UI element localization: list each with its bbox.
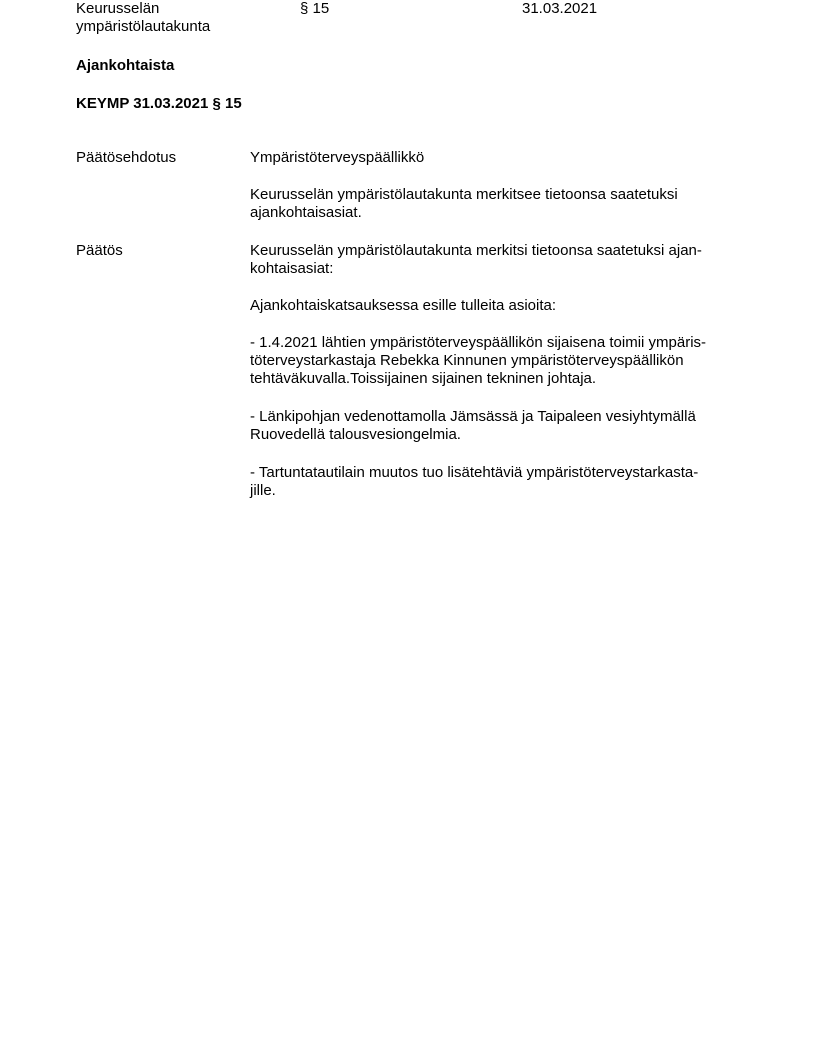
decision-item-3 [250, 464, 750, 500]
decision-intro [250, 242, 750, 278]
decision-item-3-line-2: jille. [250, 482, 276, 499]
reference-line: KEYMP 31.03.2021 § 15 [76, 95, 242, 112]
decision-item-1-line-1: - 1.4.2021 lähtien ympäristöterveyspäällikön sijaisena toimii ympäris- [250, 334, 707, 351]
decision-label: Päätös [76, 242, 123, 259]
proposal-presenter: Ympäristöterveyspäällikkö [250, 149, 425, 166]
summary-heading: Ajankohtaiskatsauksessa esille tulleita asioita: [250, 297, 556, 314]
decision-item-2-line-1: - Länkipohjan vedenottamolla Jämsässä ja Taipaleen vesiyhtymällä [250, 408, 696, 425]
decision-intro-line-2: kohtaisasiat: [250, 260, 334, 277]
decision-item-2 [250, 408, 750, 444]
section-number: § 15 [300, 0, 330, 17]
organization-line-2: ympäristölautakunta [76, 18, 211, 35]
decision-item-3-line-1: - Tartuntatautilain muutos tuo lisätehtäviä ympäristöterveystarkasta- [250, 464, 699, 481]
proposal-text-line-1: Keurusselän ympäristölautakunta merkitsee tietoonsa saatetuksi [250, 186, 678, 203]
decision-item-2-line-2: Ruovedellä talousvesiongelmia. [250, 426, 461, 443]
proposal-label: Päätösehdotus [76, 149, 177, 166]
decision-item-1-line-3: tehtäväkuvalla.Toissijainen sijainen tekninen johtaja. [250, 370, 597, 387]
decision-item-1 [250, 334, 750, 388]
organization-line-1: Keurusselän [76, 0, 160, 17]
meeting-date: 31.03.2021 [522, 0, 598, 17]
decision-intro-line-1: Keurusselän ympäristölautakunta merkitsi tietoonsa saatetuksi ajan- [250, 242, 702, 259]
decision-item-1-line-2: töterveystarkastaja Rebekka Kinnunen ympäristöterveyspäällikön [250, 352, 684, 369]
proposal-text [250, 186, 750, 222]
proposal-text-line-2: ajankohtaisasiat. [250, 204, 362, 221]
organization-name [76, 0, 210, 36]
page-title: Ajankohtaista [76, 57, 175, 74]
